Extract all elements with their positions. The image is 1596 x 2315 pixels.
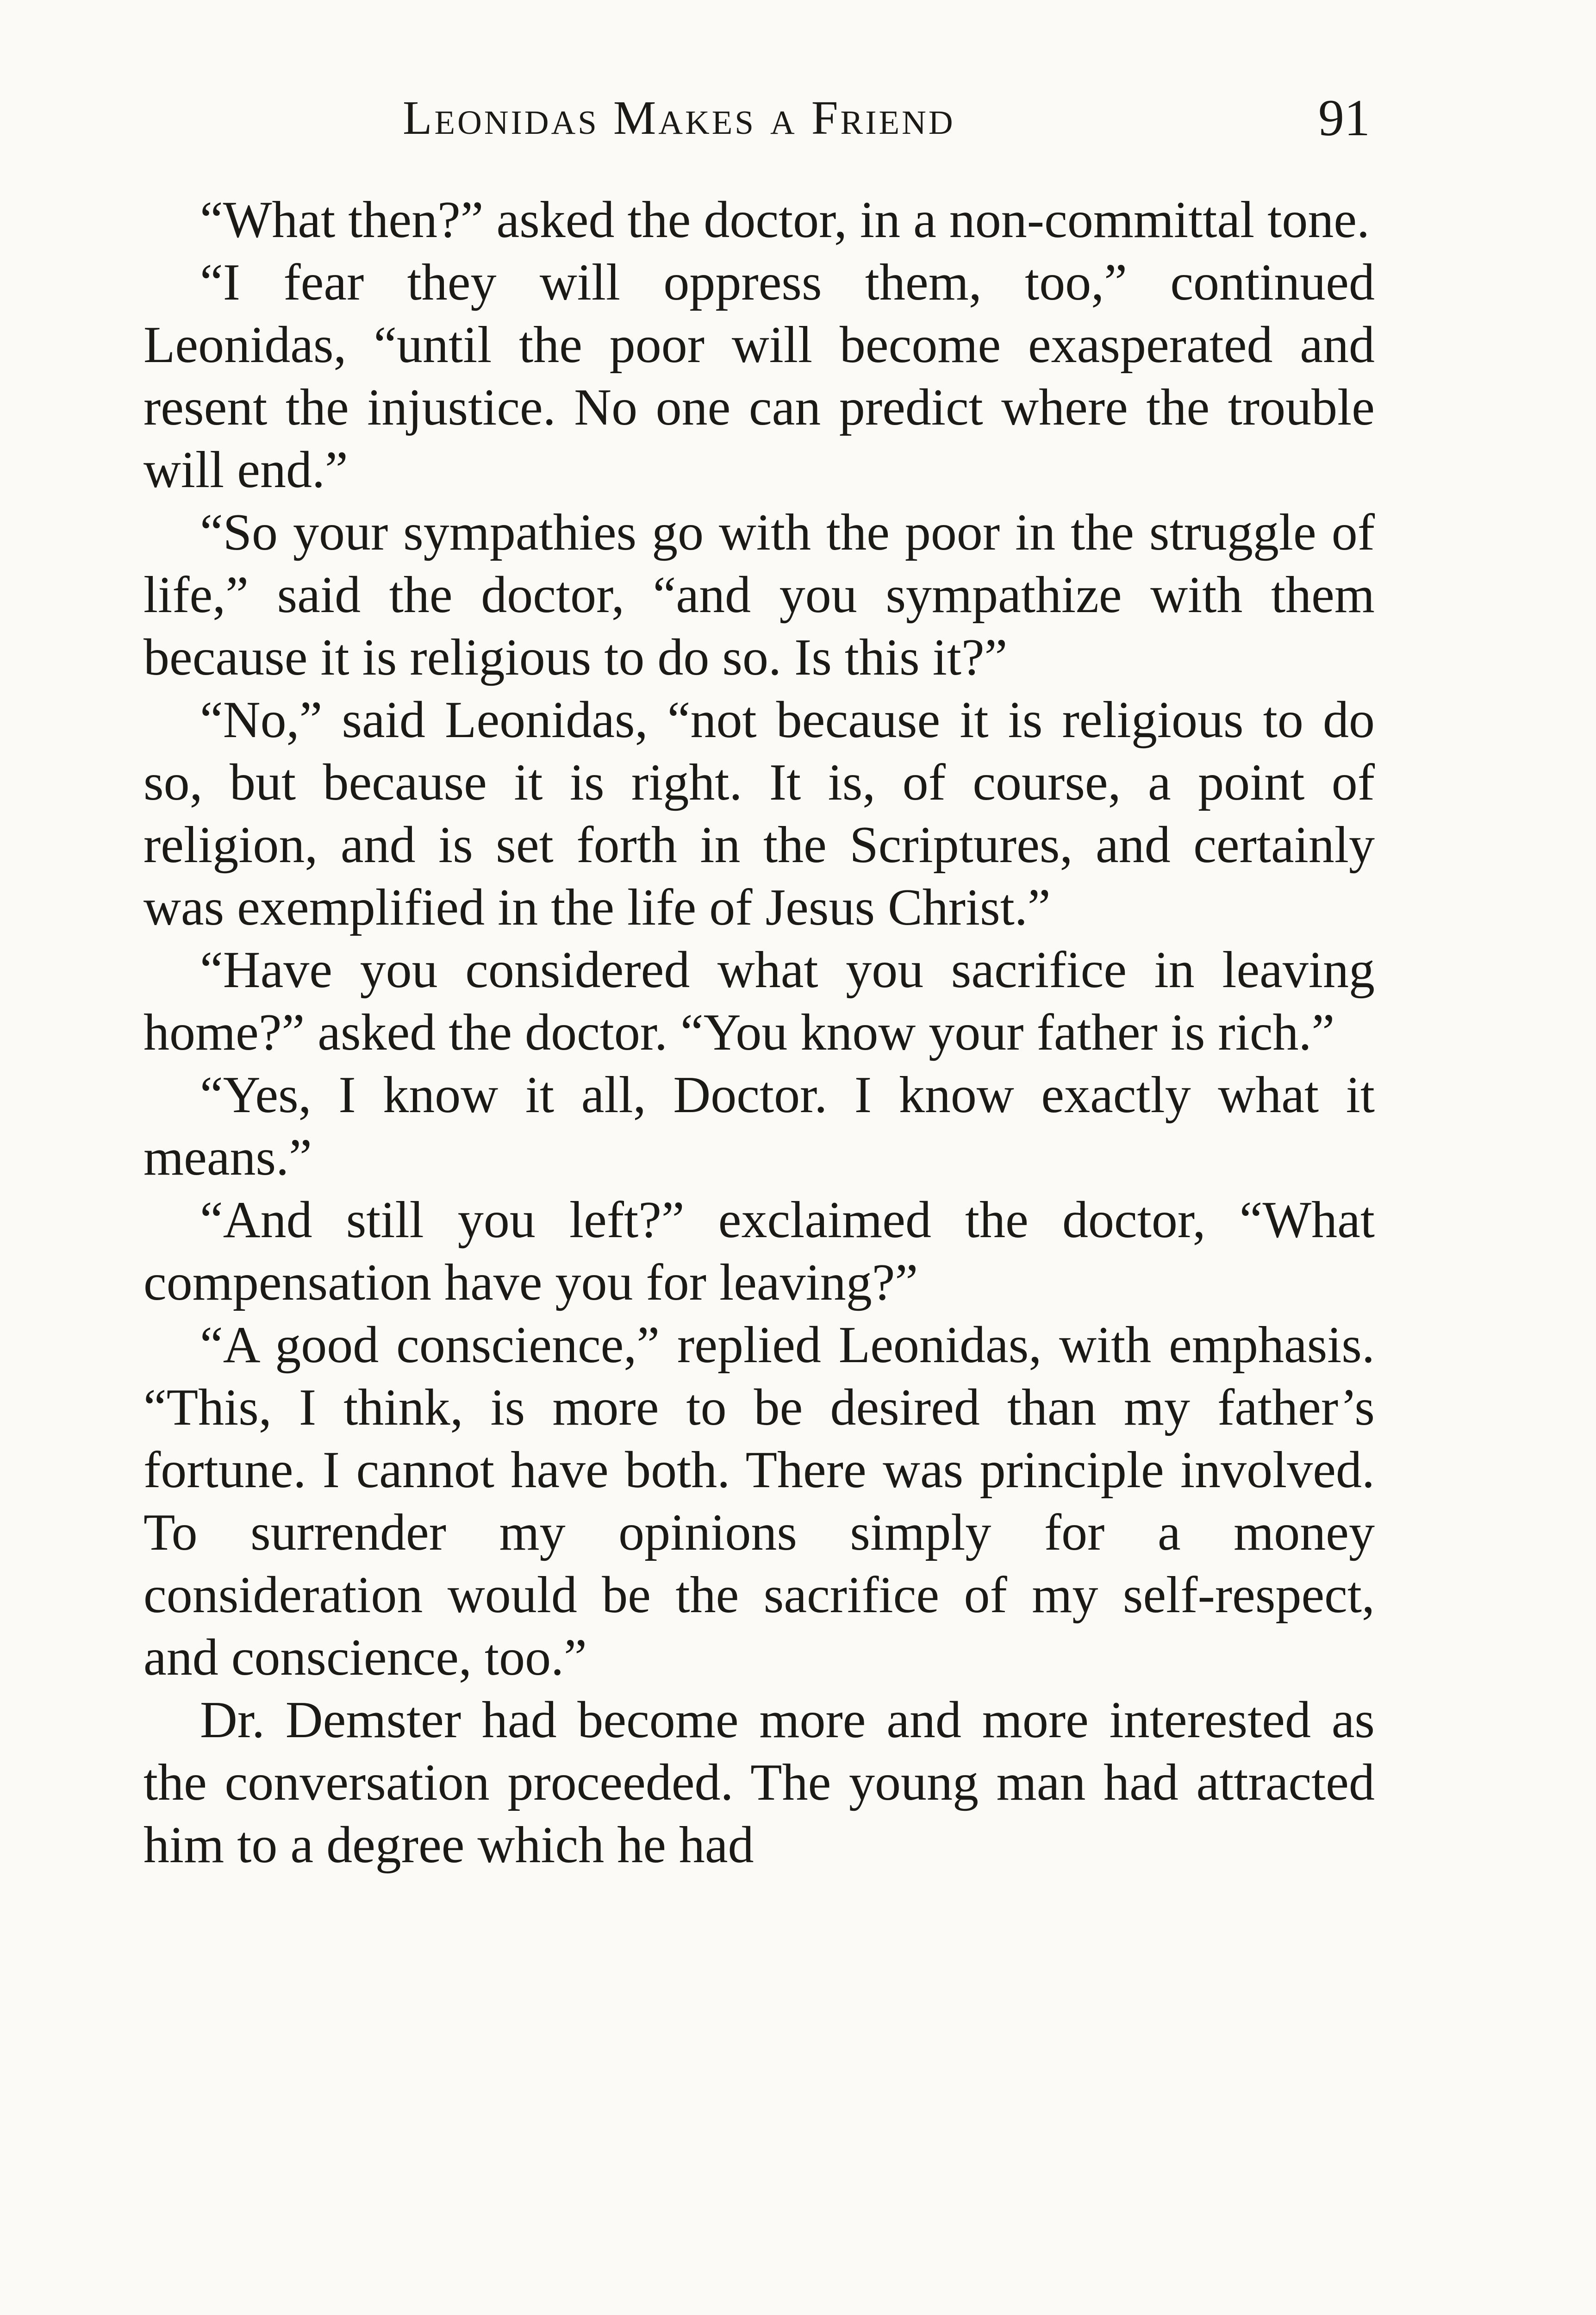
paragraph: “So your sympathies go with the poor in the struggle of life,” said the doctor, “and you sympathize with them because it is religious to do so. Is this it?”: [143, 504, 1375, 686]
paragraph: “No,” said Leonidas, “not because it is religious to do so, but because it is right. It is, of course, a point of religion, and is set forth in the Scriptures, and certainly was exemplified in the life of Jesus Christ.”: [143, 691, 1375, 936]
paragraph: “Yes, I know it all, Doctor. I know exactly what it means.”: [143, 1066, 1375, 1186]
running-title: Leonidas Makes a Friend: [403, 91, 955, 144]
paragraph: Dr. Demster had become more and more interested as the conversation proceeded. The young man had attracted him to a degree which he had: [143, 1691, 1375, 1874]
paragraph: “Have you considered what you sacrifice in leaving home?” asked the doctor. “You know your father is rich.”: [143, 941, 1375, 1061]
paragraph: “A good conscience,” replied Leonidas, with emphasis. “This, I think, is more to be desired than my father’s fortune. I cannot have both. There was principle involved. To surrender my opinions simply for a money consideration would be the sacrifice of my self-respect, and conscience, too.”: [143, 1316, 1375, 1686]
page-number: 91: [1318, 89, 1370, 147]
paragraph: “I fear they will oppress them, too,” continued Leonidas, “until the poor will become exasperated and resent the injustice. No one can predict where the trouble will end.”: [143, 254, 1375, 499]
paragraph: “What then?” asked the doctor, in a non-committal tone.: [200, 191, 1370, 249]
body-text: [143, 189, 1375, 1877]
paragraph: “And still you left?” exclaimed the doctor, “What compensation have you for leaving?”: [143, 1191, 1375, 1311]
running-head: [143, 86, 1370, 150]
